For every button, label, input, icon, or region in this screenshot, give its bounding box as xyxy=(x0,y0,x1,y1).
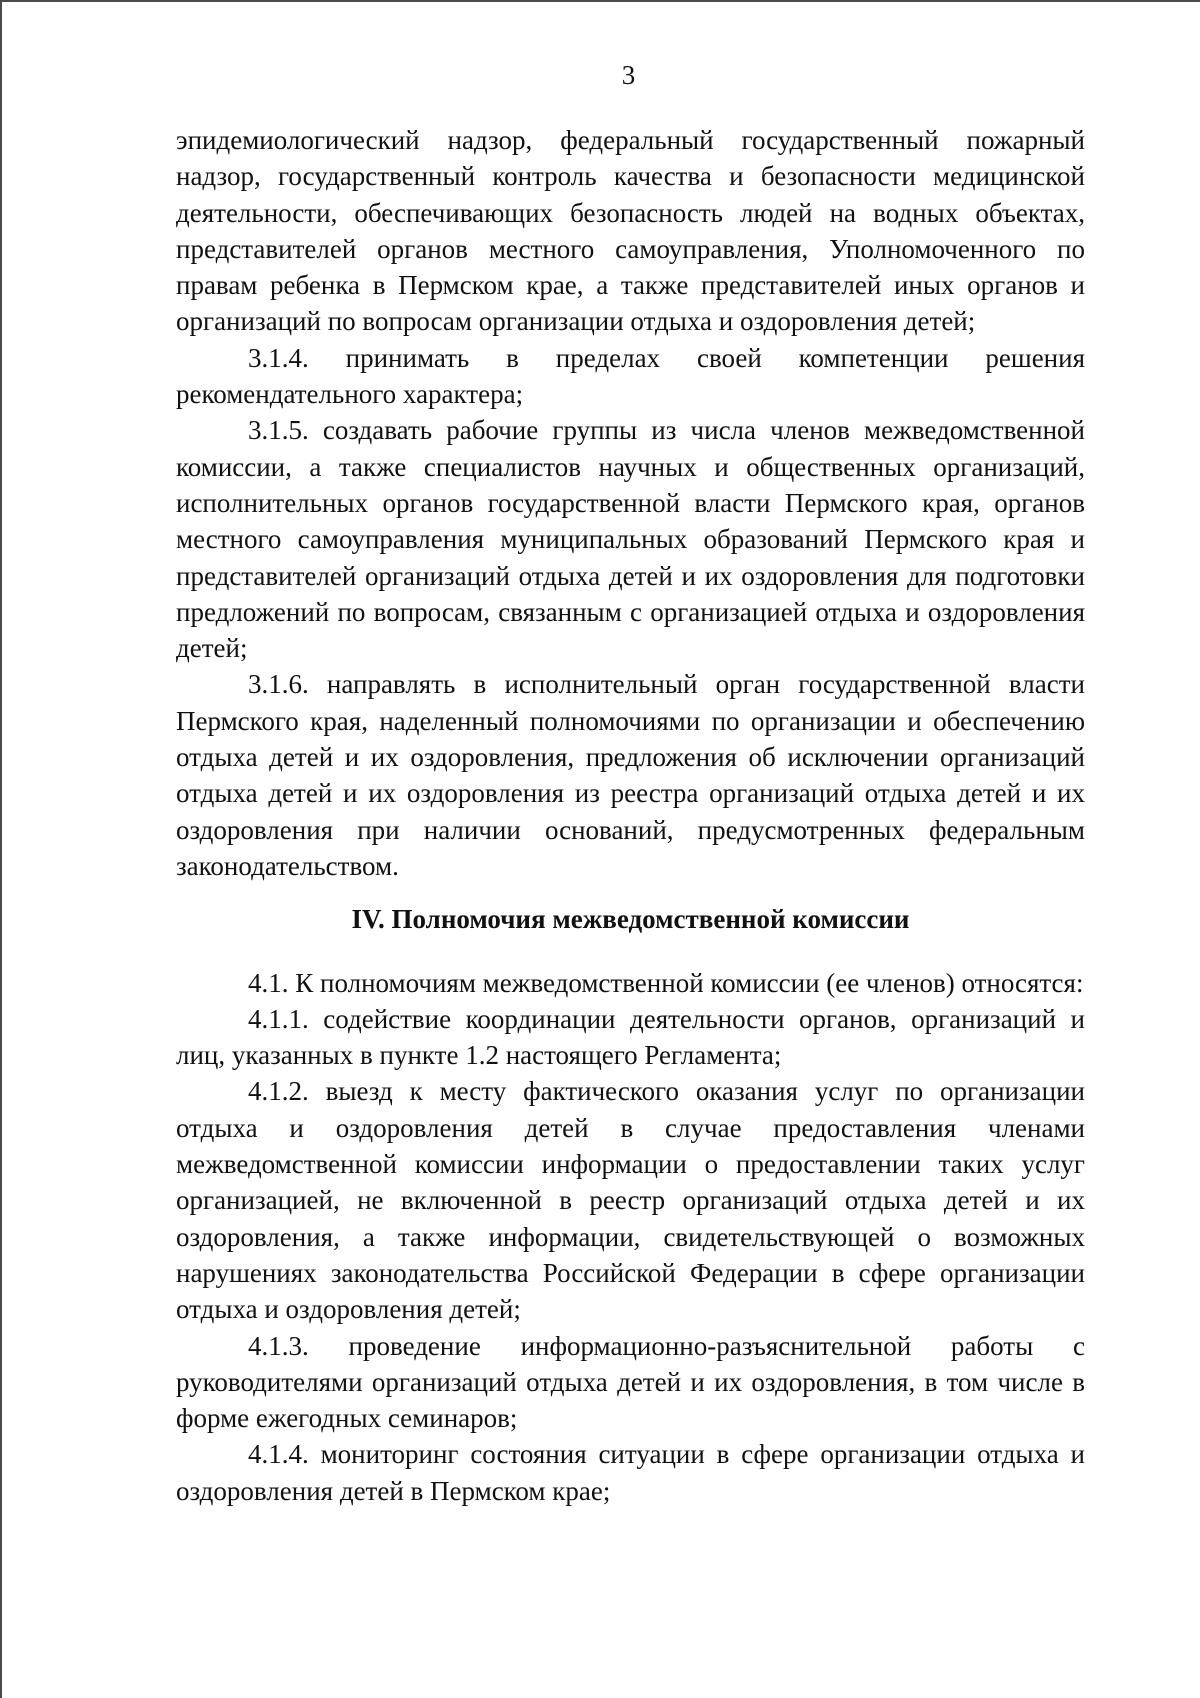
paragraph-3-1-4: 3.1.4. принимать в пределах своей компетенции решения рекомендательного характера; xyxy=(176,342,1085,410)
paragraph-4-1-3: 4.1.3. проведение информационно-разъяснительной работы с руководителями организаций отдыха детей и их оздоровления, в том числе в форме ежегодных семинаров; xyxy=(176,1330,1085,1434)
page-number: 3 xyxy=(621,60,636,90)
paragraph-4-1: 4.1. К полномочиям межведомственной комиссии (ее членов) относятся: xyxy=(248,967,1084,998)
paragraph-intro: эпидемиологический надзор, федеральный государственный пожарный надзор, государственный контроль качества и безопасности медицинской деятельности, обеспечивающих безопасность людей на водных объектах, представителей органов местного самоуправления, Уполномоченного по правам ребенка в Пермском крае, а также представителей иных органов и организаций по вопросам организации отдыха и оздоровления детей; xyxy=(176,125,1085,337)
document-body xyxy=(176,122,1085,1509)
paragraph-3-1-5: 3.1.5. создавать рабочие группы из числа членов межведомственной комиссии, а также специалистов научных и общественных организаций, исполнительных органов государственной власти Пермского края, органов местного самоуправления муниципальных образований Пермского края и представителей организаций отдыха детей и их оздоровления для подготовки предложений по вопросам, связанным с организацией отдыха и оздоровления детей; xyxy=(176,415,1085,664)
paragraph-3-1-6: 3.1.6. направлять в исполнительный орган государственной власти Пермского края, наделенный полномочиями по организации и обеспечению отдыха детей и их оздоровления, предложения об исключении организаций отдыха детей и их оздоровления из реестра организаций отдыха детей и их оздоровления при наличии оснований, предусмотренных федеральным законодательством. xyxy=(176,669,1085,881)
paragraph-4-1-4: 4.1.4. мониторинг состояния ситуации в сфере организации отдыха и оздоровления детей в Пермском крае; xyxy=(176,1439,1085,1506)
paragraph-4-1-1: 4.1.1. содействие координации деятельности органов, организаций и лиц, указанных в пункте 1.2 настоящего Регламента; xyxy=(176,1003,1085,1071)
section-heading-iv: IV. Полномочия межведомственной комиссии xyxy=(351,904,910,935)
paragraph-4-1-2: 4.1.2. выезд к месту фактического оказания услуг по организации отдыха и оздоровления детей в случае предоставления членами межведомственной комиссии информации о предоставлении таких услуг организацией, не включенной в реестр организаций отдыха детей и их оздоровления, а также информации, свидетельствующей о возможных нарушениях законодательства Российской Федерации в сфере организации отдыха и оздоровления детей; xyxy=(176,1076,1085,1325)
scan-border-top xyxy=(0,0,1200,2)
scan-border-left xyxy=(0,0,2,1698)
